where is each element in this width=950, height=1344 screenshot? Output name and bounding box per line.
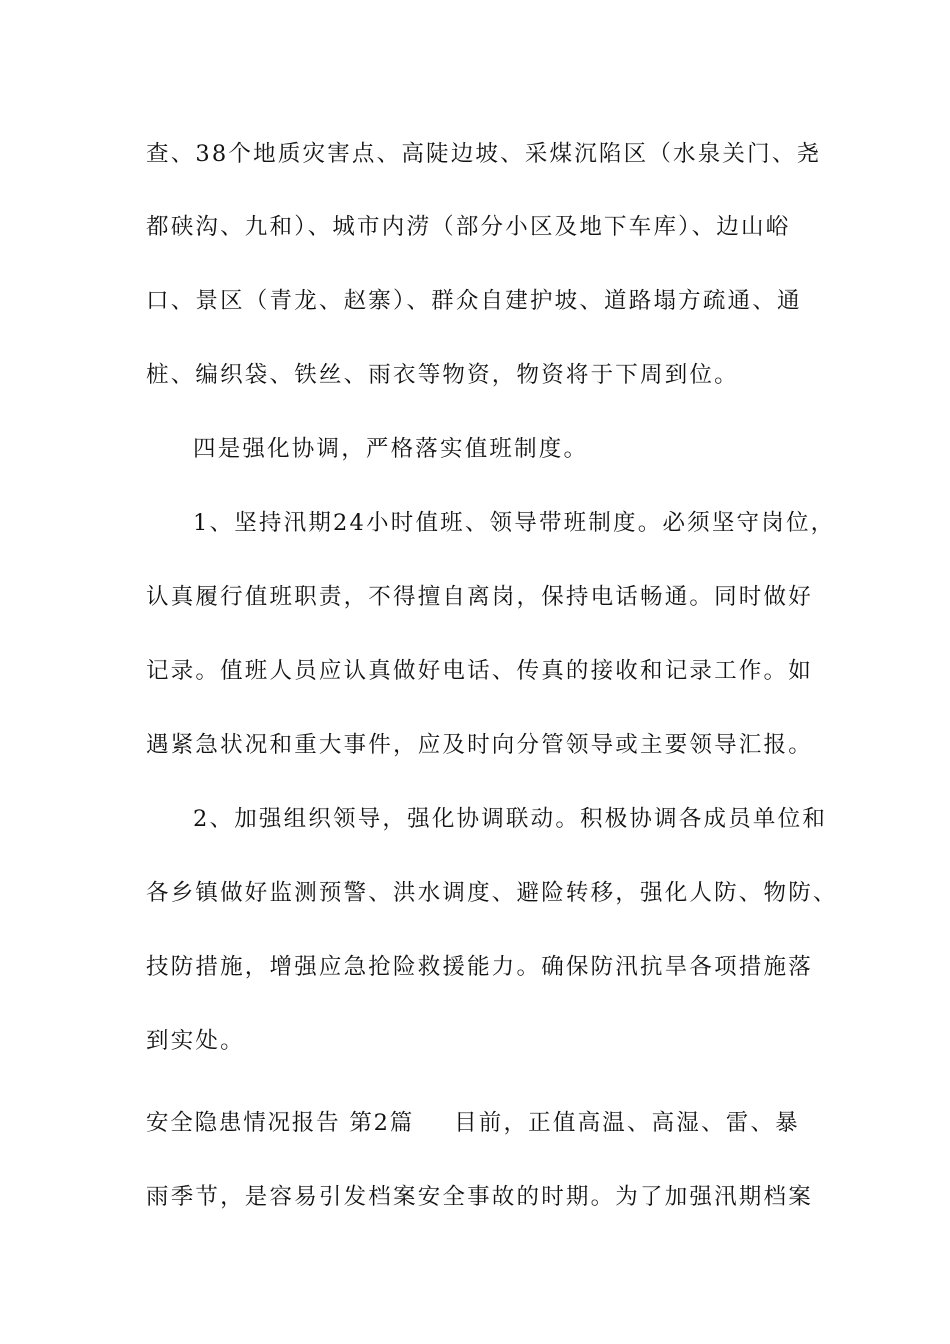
paragraph-line: 遇紧急状况和重大事件，应及时向分管领导或主要领导汇报。 — [146, 732, 813, 758]
subheading-line: 四是强化协调，严格落实值班制度。 — [193, 436, 589, 462]
paragraph-line: 雨季节，是容易引发档案安全事故的时期。为了加强汛期档案 — [146, 1184, 813, 1210]
paragraph-line: 各乡镇做好监测预警、洪水调度、避险转移，强化人防、物防、 — [146, 880, 838, 906]
section-intro: 目前，正值高温、高湿、雷、暴 — [454, 1110, 800, 1136]
paragraph-line: 到实处。 — [146, 1028, 245, 1054]
paragraph-line: 查、38个地质灾害点、高陡边坡、采煤沉陷区（水泉关门、尧 — [146, 141, 822, 167]
paragraph-line: 记录。值班人员应认真做好电话、传真的接收和记录工作。如 — [146, 658, 813, 684]
paragraph-line: 技防措施，增强应急抢险救援能力。确保防汛抗旱各项措施落 — [146, 954, 813, 980]
section-title: 安全隐患情况报告 第2篇 — [146, 1110, 415, 1136]
paragraph-line: 2、加强组织领导，强化协调联动。积极协调各成员单位和 — [193, 806, 828, 832]
paragraph-line: 都硖沟、九和）、城市内涝（部分小区及地下车库）、边山峪 — [146, 214, 791, 240]
paragraph-line: 1、坚持汛期24小时值班、领导带班制度。必须坚守岗位， — [193, 510, 836, 536]
section-heading-row — [146, 1108, 846, 1138]
paragraph-line: 口、景区（青龙、赵寨）、群众自建护坡、道路塌方疏通、通 — [146, 288, 802, 314]
paragraph-line: 桩、编织袋、铁丝、雨衣等物资，物资将于下周到位。 — [146, 362, 739, 388]
paragraph-line: 认真履行值班职责，不得擅自离岗，保持电话畅通。同时做好 — [146, 584, 813, 610]
